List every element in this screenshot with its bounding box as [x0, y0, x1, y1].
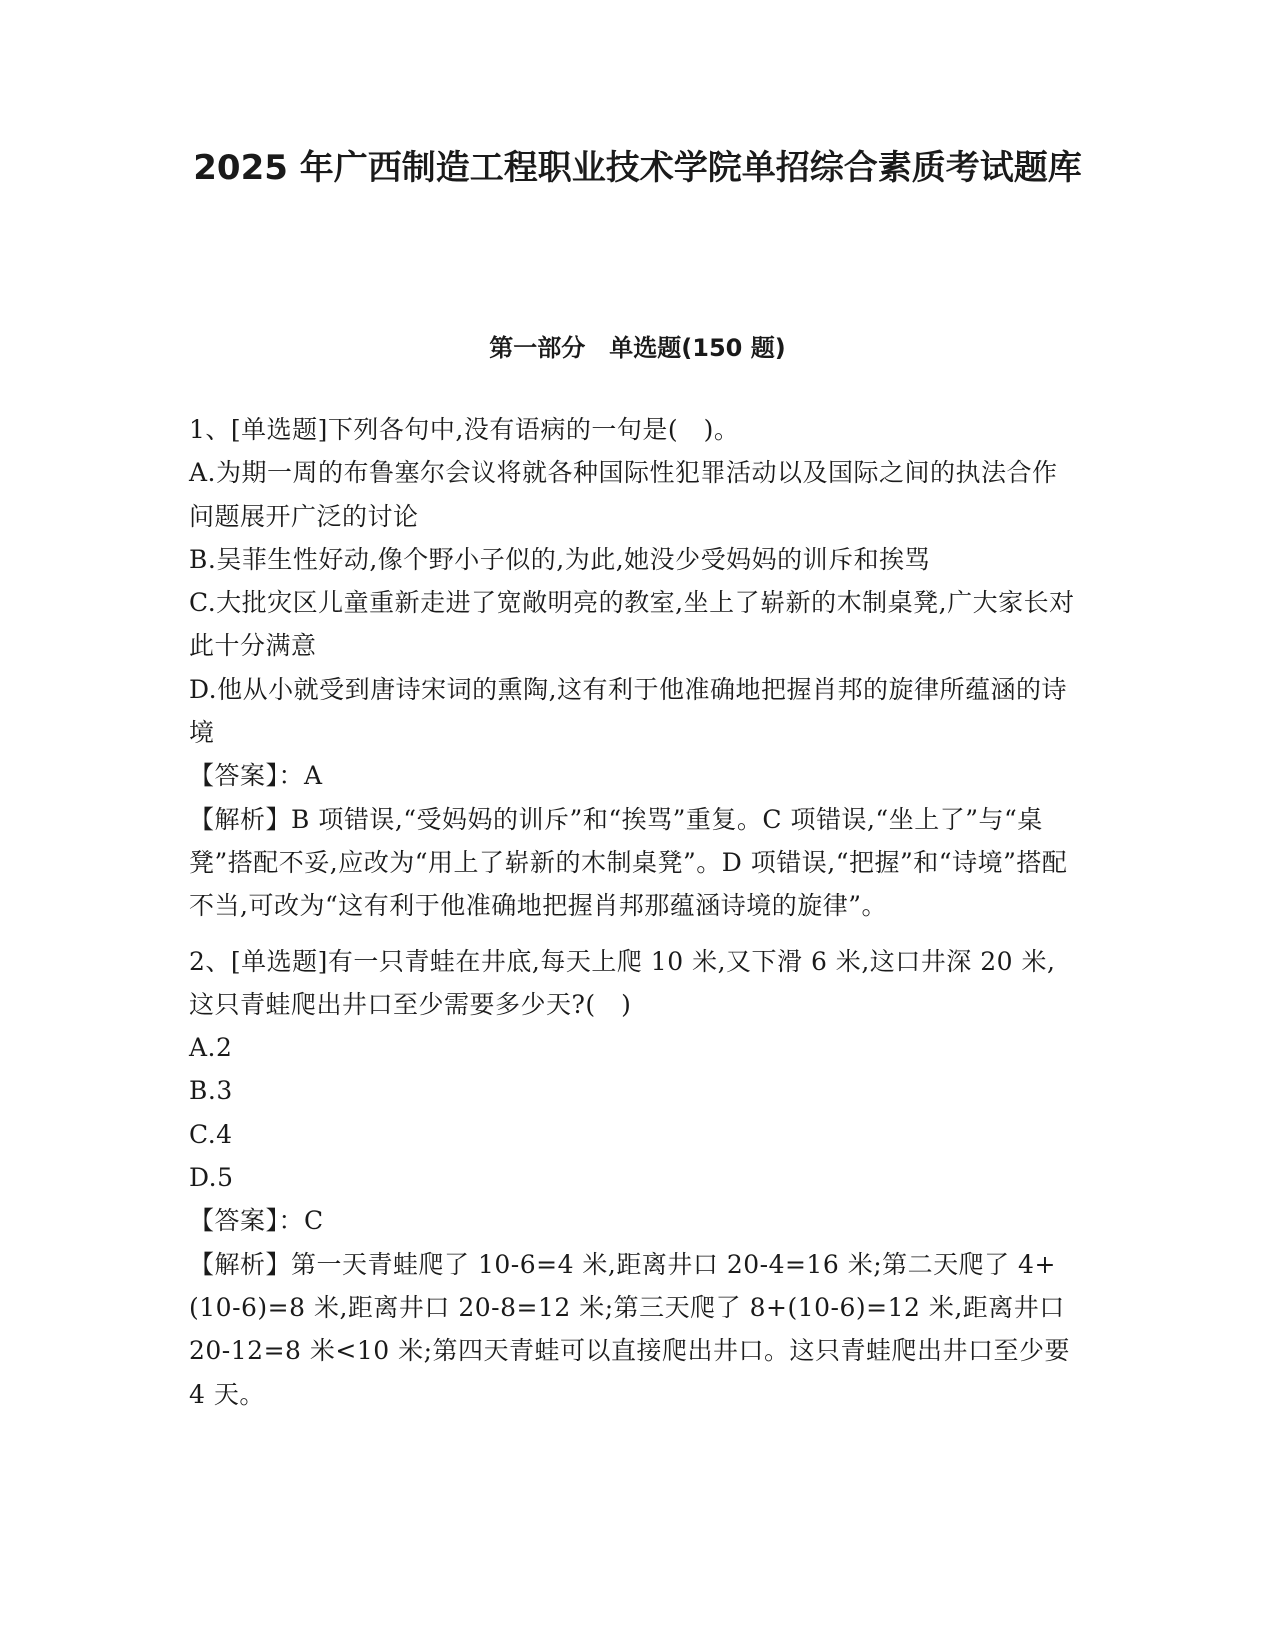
option-c: C.大批灾区儿童重新走进了宽敞明亮的教室,坐上了崭新的木制桌凳,广大家长对此十分满意 — [189, 588, 1075, 661]
answer-value: C — [304, 1206, 324, 1236]
option-a: A.为期一周的布鲁塞尔会议将就各种国际性犯罪活动以及国际之间的执法合作问题展开广泛的讨论 — [189, 458, 1058, 531]
question-list — [189, 408, 1079, 1416]
option-d: D.5 — [189, 1163, 234, 1193]
answer-label: 【答案】： — [189, 1206, 305, 1236]
question-item — [189, 940, 1079, 1416]
question-item — [189, 408, 1079, 928]
option-b: B.吴菲生性好动,像个野小子似的,为此,她没少受妈妈的训斥和挨骂 — [189, 544, 931, 574]
option-d: D.他从小就受到唐诗宋词的熏陶,这有利于他准确地把握肖邦的旋律所蕴涵的诗境 — [189, 674, 1068, 748]
analysis-label: 【解析】 — [189, 1249, 292, 1279]
analysis-line — [189, 1243, 1079, 1416]
analysis-line — [189, 798, 1079, 928]
answer-label: 【答案】： — [189, 761, 305, 791]
question-stem: 1、[单选题]下列各句中,没有语病的一句是( )。 — [189, 415, 740, 444]
analysis-label: 【解析】 — [189, 804, 292, 834]
question-stem: 2、[单选题]有一只青蛙在井底,每天上爬 10 米,又下滑 6 米,这口井深 20 米,这只青蛙爬出井口至少需要多少天?( ) — [189, 946, 1056, 1019]
document-title: 2025 年广西制造工程职业技术学院单招综合素质考试题库 — [193, 148, 1082, 188]
answer-line — [189, 1199, 1079, 1242]
option-c: C.4 — [189, 1119, 233, 1149]
analysis-text: 第一天青蛙爬了 10-6=4 米,距离井口 20-4=16 米;第二天爬了 4+(10-6)=8 米,距离井口 20-8=12 米;第三天爬了 8+(10-6)=12 米,距离井口 20-12=8 米<10 米;第四天青蛙可以直接爬出井口。这只青蛙爬出井口至少要 4 天。 — [189, 1249, 1071, 1409]
option-b: B.3 — [189, 1076, 233, 1106]
answer-line — [189, 754, 1079, 797]
answer-value: A — [304, 761, 323, 791]
section-heading: 第一部分 单选题(150 题) — [489, 334, 786, 362]
option-a: A.2 — [189, 1033, 233, 1063]
analysis-text: B 项错误,“受妈妈的训斥”和“挨骂”重复。C 项错误,“坐上了”与“桌凳”搭配不妥,应改为“用上了崭新的木制桌凳”。D 项错误,“把握”和“诗境”搭配不当,可改为“这有利于他准确地把握肖邦那蕴涵诗境的旋律”。 — [189, 804, 1068, 921]
